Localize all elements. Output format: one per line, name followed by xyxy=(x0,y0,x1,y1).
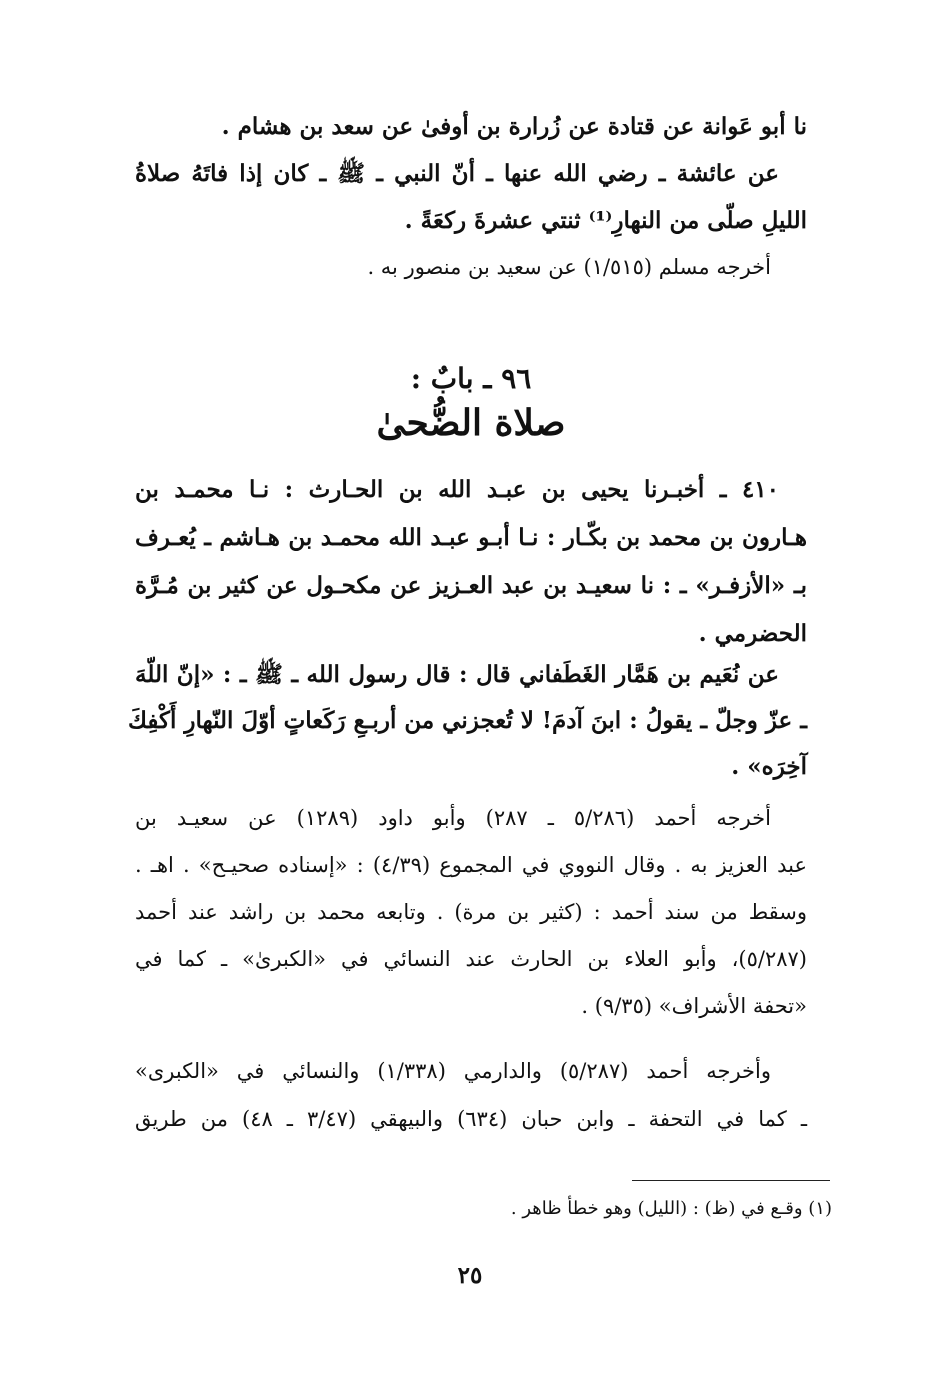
text-line: ـ عزّ وجلّ ـ يقولُ : ابنَ آدمَ! لا تُعجزني من أربـعِ رَكَعاتٍ أوّلَ النّهارِ أَكْفِكَ xyxy=(128,707,807,734)
text-line: هـارون بن محمد بن بكّـار : نـا أبـو عبـد الله محمـد بن هـاشم ـ يُعـرف xyxy=(135,524,807,551)
text-line: نا أبو عَوانة عن قتادة عن زُرارة بن أوفىٰ عن سعد بن هشام . xyxy=(221,113,807,140)
paragraph-takhrij-2 xyxy=(135,1047,807,1143)
text-line: آخِرَه» . xyxy=(731,753,807,780)
page-number: ٢٥ xyxy=(457,1262,483,1289)
takhrij-line: أخرجه مسلم (١/٥١٥) عن سعيد بن منصور به . xyxy=(367,255,771,279)
text-line: «تحفة الأشراف» (٩/٣٥) . xyxy=(581,994,807,1018)
text-line: ـ كما في التحفة ـ وابن حبان (٦٣٤) والبيهقي (٣/٤٧ ـ ٤٨) من طريق xyxy=(135,1107,807,1131)
text-line: بـ «الأزفـر» ـ : نا سعيـد بن عبد العـزيز عن مكحـول عن كثير بن مُـرَّة xyxy=(135,572,807,599)
chapter-number: ٩٦ ـ بابٌ : xyxy=(410,362,532,395)
chapter-title: صلاة الضُّحىٰ xyxy=(376,402,566,444)
footnote-divider xyxy=(632,1180,830,1181)
text-line: الحضرمي . xyxy=(698,620,807,647)
paragraph-isnad-410 xyxy=(135,466,807,658)
text-line: عن نُعَيم بن هَمَّار الغَطَفاني قال : قال رسول الله ـ ﷺ ـ : «إنّ اللّهَ xyxy=(135,661,779,688)
text-line: ٤١٠ ـ أخبـرنا يحيى بن عبـد الله بن الحـارث : نـا محمـد بن xyxy=(135,476,779,503)
paragraph-matn-410 xyxy=(128,652,807,790)
text-line: أخرجه أحمد (٥/٢٨٦ ـ ٢٨٧) وأبو داود (١٢٨٩) عن سعيـد بن xyxy=(135,806,771,830)
text-line: وأخرجه أحمد (٥/٢٨٧) والدارمي (١/٣٣٨) والنسائي في «الكبرى» xyxy=(135,1059,771,1083)
paragraph-hadith-aisha xyxy=(135,103,807,291)
text-line: (٥/٢٨٧)، وأبو العلاء بن الحارث عند النسائي في «الكبرىٰ» ـ كما في xyxy=(135,947,807,971)
footnote: (١) وقـع في (ظ) : (الليل) وهو خطأ ظاهر . xyxy=(510,1198,832,1219)
text-line: عن عائشة ـ رضي الله عنها ـ أنّ النبي ـ ﷺ ـ كان إذا فاتَهُ صلاةُ xyxy=(135,160,779,187)
text-line: الليلِ صلّى من النهارِ⁽¹⁾ ثنتي عشرةَ ركعَةً . xyxy=(404,207,807,234)
paragraph-takhrij-1 xyxy=(135,795,807,1030)
text-line: عبد العزيز به . وقال النووي في المجموع (٤/٣٩) : «إسناده صحيـح» . اهـ . xyxy=(135,853,807,877)
text-line: وسقط من سند أحمد : (كثير بن مرة) . وتابعه محمد بن راشد عند أحمد xyxy=(135,900,807,924)
